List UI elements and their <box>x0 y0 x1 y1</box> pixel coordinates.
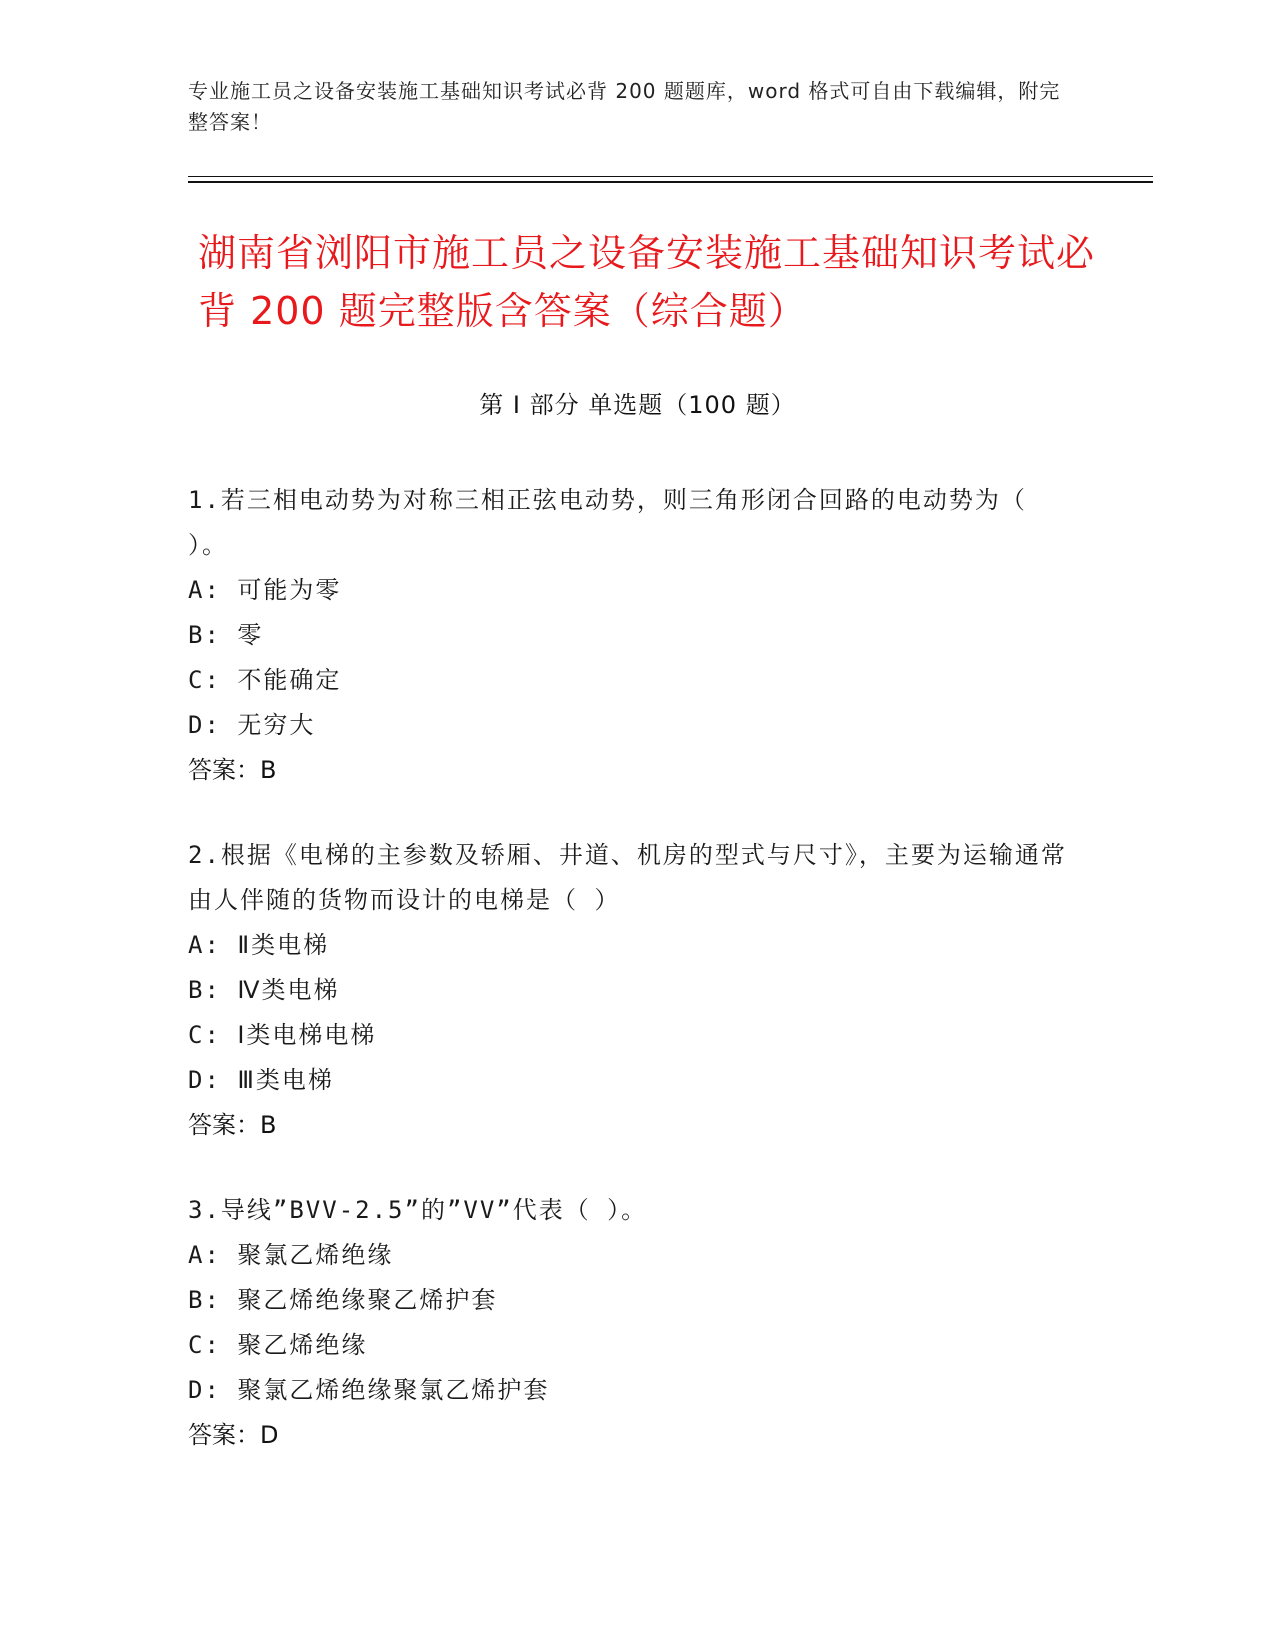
document-title: 湖南省浏阳市施工员之设备安装施工基础知识考试必背 200 题完整版含答案（综合题） <box>198 231 1096 333</box>
option-b: B: 零 <box>188 621 264 649</box>
question-stem: 3.导线”BVV-2.5”的”VV”代表（ ）。 <box>188 1196 648 1224</box>
header-divider-thin <box>188 176 1153 177</box>
header-divider-thick <box>188 181 1153 183</box>
question-stem: 2.根据《电梯的主参数及轿厢、井道、机房的型式与尺寸》，主要为运输通常由人伴随的货物而设计的电梯是（ ） <box>188 841 1067 914</box>
question-stem: 1.若三相电动势为对称三相正弦电动势，则三角形闭合回路的电动势为（ ）。 <box>188 486 1027 559</box>
question-list <box>188 478 1068 1498</box>
option-c: C: 不能确定 <box>188 666 342 694</box>
answer-line: 答案：B <box>188 1111 277 1139</box>
header-note: 专业施工员之设备安装施工基础知识考试必背 200 题题库，word 格式可自由下载编辑，附完整答案！ <box>188 79 1061 134</box>
option-a: A: 可能为零 <box>188 576 342 604</box>
answer-line: 答案：B <box>188 756 277 784</box>
option-d: D: 无穷大 <box>188 711 316 739</box>
option-d: D: 聚氯乙烯绝缘聚氯乙烯护套 <box>188 1376 550 1404</box>
option-a: A: 聚氯乙烯绝缘 <box>188 1241 394 1269</box>
option-c: C: Ⅰ类电梯电梯 <box>188 1021 377 1049</box>
option-d: D: Ⅲ类电梯 <box>188 1066 334 1094</box>
option-b: B: Ⅳ类电梯 <box>188 976 340 1004</box>
option-a: A: Ⅱ类电梯 <box>188 931 330 959</box>
question-item <box>188 478 1068 793</box>
question-item <box>188 1188 1068 1458</box>
question-item <box>188 833 1068 1148</box>
answer-line: 答案：D <box>188 1421 279 1449</box>
option-c: C: 聚乙烯绝缘 <box>188 1331 368 1359</box>
section-heading: 第 I 部分 单选题（100 题） <box>479 391 796 419</box>
option-b: B: 聚乙烯绝缘聚乙烯护套 <box>188 1286 498 1314</box>
